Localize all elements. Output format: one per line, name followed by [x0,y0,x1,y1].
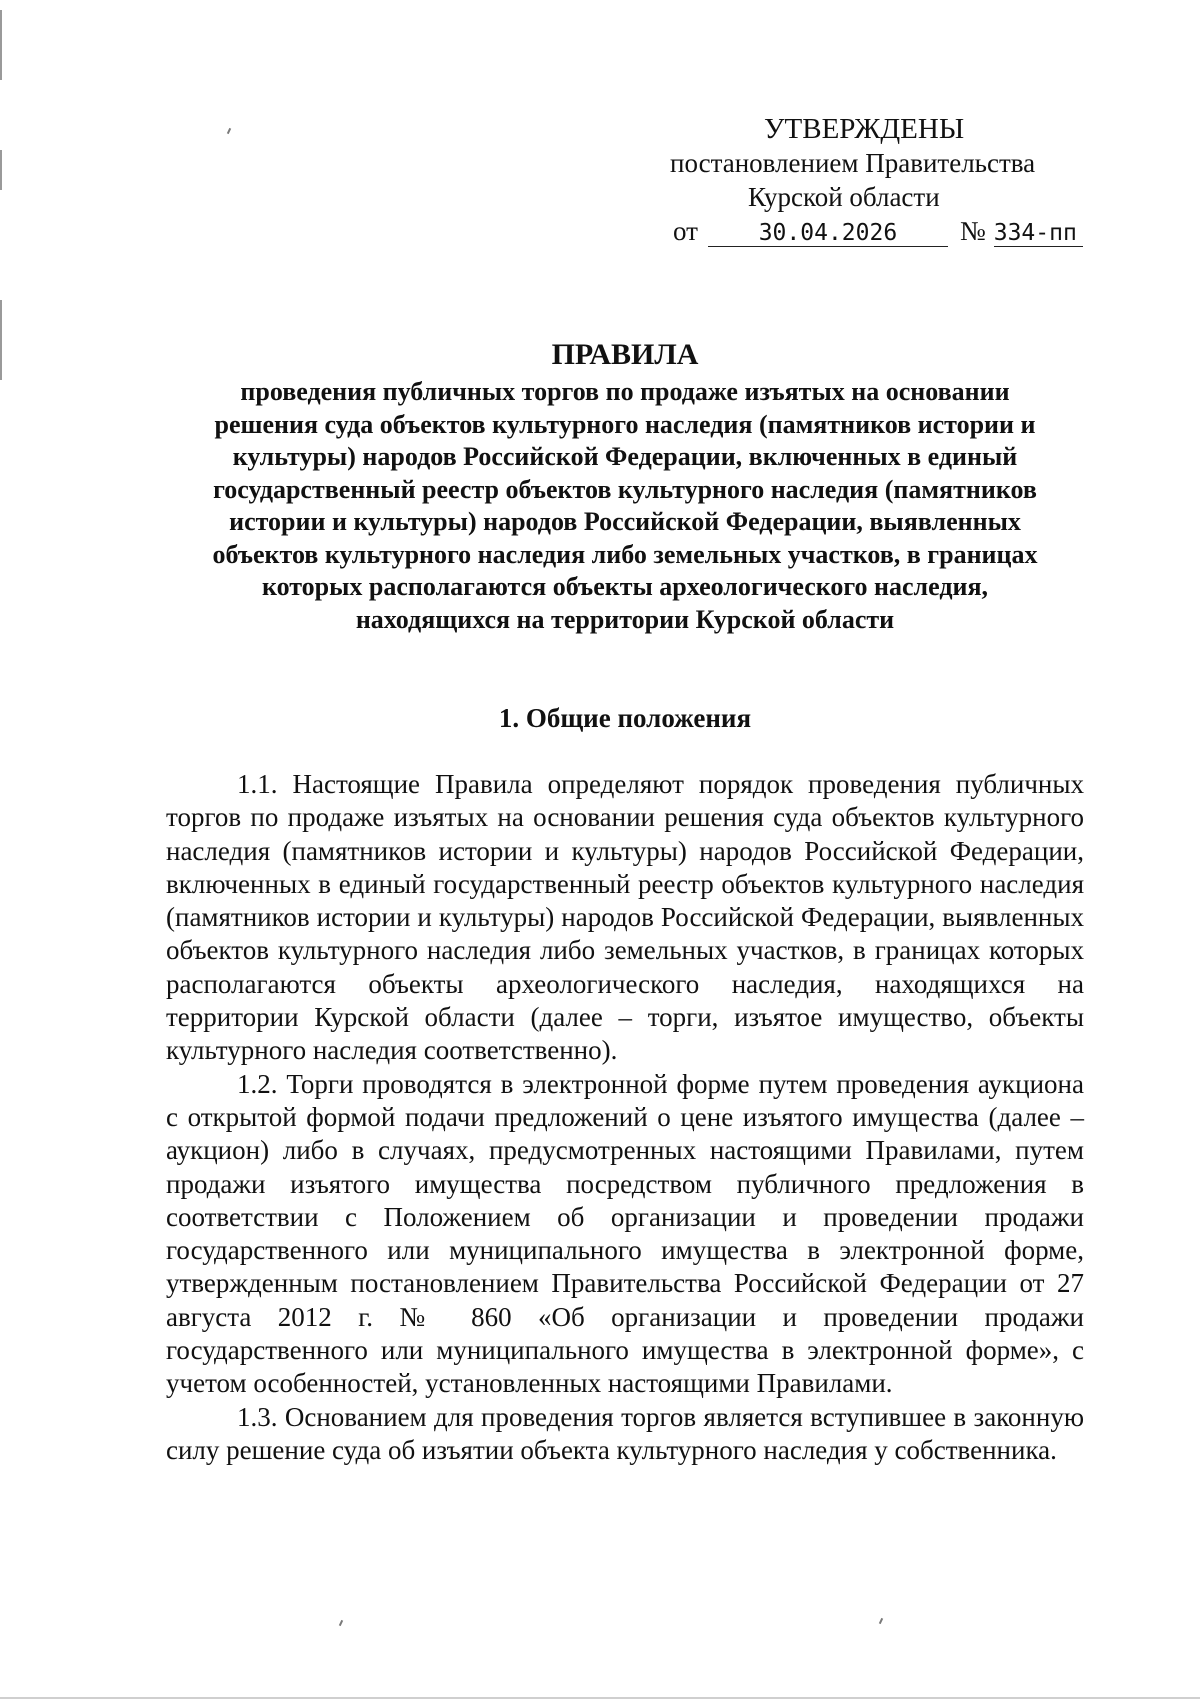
decree-number: 334-пп [994,220,1083,247]
date-prefix: от [673,216,698,246]
document-heading [165,338,1085,636]
approval-date-line [640,214,1100,248]
paragraph-1-3: 1.3. Основанием для проведения торгов является вступившее в законную силу решение суда об изъятии объекта культурного наследия у собственника. [166,1401,1084,1465]
number-sign: № [959,216,986,246]
document-title: ПРАВИЛА [551,338,699,371]
document-subtitle-line: государственный реестр объектов культурного наследия (памятников [213,474,1037,504]
scan-speck [879,1618,883,1624]
section-title: 1. Общие положения [498,703,752,733]
scan-speck [339,1620,343,1626]
document-body [166,768,1084,1467]
paragraph-1-1: 1.1. Настоящие Правила определяют порядок проведения публичных торгов по продаже изъятых на основании решения суда объектов культурного наследия (памятников истории и культуры) народов Российской Федерации, включенных в единый государственный реестр объектов культурного наследия (памятников истории и культуры) народов Российской Федерации, выявленных объектов культурного наследия либо земельных участков, в границах которых располагаются объекты археологического наследия, находящихся на территории Курской области (далее – торги, изъятое имущество, объекты культурного наследия соответственно). [166,769,1084,1066]
approval-decree-line: постановлением Правительства [670,148,1036,178]
decree-date: 30.04.2026 [708,220,948,247]
document-subtitle-line: объектов культурного наследия либо земельных участков, в границах [212,539,1038,569]
document-subtitle-line: которых располагаются объекты археологического наследия, [261,572,989,601]
scan-edge-mark [0,300,2,380]
scan-speck [227,128,231,134]
document-subtitle-line: находящихся на территории Курской области [355,604,895,634]
scan-edge-mark [0,150,2,190]
document-subtitle-line: решения суда объектов культурного наследия (памятников истории и [214,409,1036,439]
paragraph-1-2: 1.2. Торги проводятся в электронной форме путем проведения аукциона с открытой формой подачи предложений о цене изъятого имущества (далее – аукцион) либо в случаях, предусмотренных настоящими Правилами, путем продажи изъятого имущества посредством публичного предложения в соответствии с Положением об организации и проведении продажи государственного или муниципального имущества в электронной форме, утвержденным постановлением Правительства Российской Федерации от 27 августа 2012 г. № 860 «Об организации и проведении продажи государственного или муниципального имущества в электронной форме», с учетом особенностей, установленных настоящими Правилами. [166,1068,1084,1399]
scan-bottom-edge [0,1697,1200,1699]
scan-edge-mark [0,10,2,80]
approval-block [640,112,1100,248]
document-subtitle-line: истории и культуры) народов Российской Федерации, выявленных [229,507,1021,536]
approval-region-line: Курской области [748,182,940,212]
document-subtitle-line: проведения публичных торгов по продаже изъятых на основании [240,377,1010,406]
approval-title: УТВЕРЖДЕНЫ [764,113,965,145]
document-subtitle-line: культуры) народов Российской Федерации, включенных в единый [232,442,1018,471]
